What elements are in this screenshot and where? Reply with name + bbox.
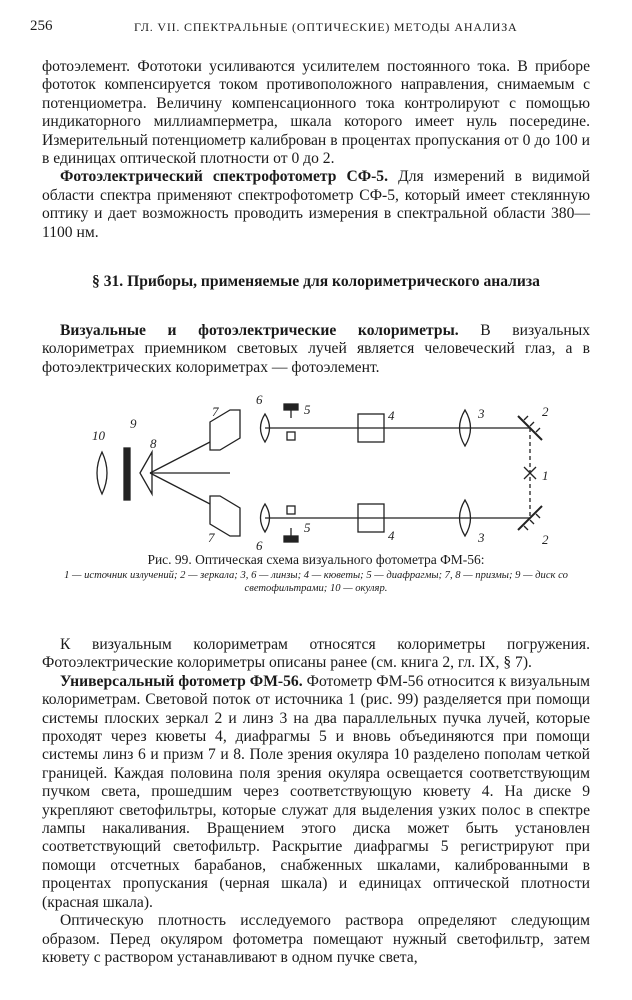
figure-label: 4 xyxy=(388,528,395,543)
text-block-bottom xyxy=(42,636,590,967)
figure-label: 3 xyxy=(478,530,485,545)
paragraph-1: фотоэлемент. Фототоки усиливаются усилителем постоянного тока. В приборе фототок компенсируется током противоположного направления, снимаемым с потенциометра. Величину компенсационного тока контролируют с помощью индикаторного миллиамперметра, шкала которого имеет нуль посередине. Измерительный потенциометр калиброван в процентах пропускания от 0 до 100 и в единицах оптической плотности от 0 до 2. xyxy=(42,58,590,168)
diaphragm-5-lower-aperture xyxy=(287,506,295,514)
page-header xyxy=(30,18,602,38)
converging-ray-lower xyxy=(150,473,210,504)
eyepiece-lens xyxy=(97,452,107,494)
paragraph-5-heading: Универсальный фотометр ФМ-56. xyxy=(60,672,303,690)
prism-7-lower xyxy=(210,496,240,536)
paragraph-5-text: Фотометр ФМ-56 относится к визуальным колориметрам. Световой поток от источника 1 (рис. 99) разделяется при помощи системы плоских зеркал 2 и линз 3 на два параллельных пучка лучей, которые проходят через кюветы 4, диафрагмы 5 и вновь объединяются при помощи системы линз 6 и призм 7 и 8. Поле зрения окуляра 10 разделено пополам четкой границей. Каждая половина поля зрения окуляра освещается соответствующим пучком света, прошедшим через соответствующую кювету 4. На диске 9 укрепляют светофильтры, которые служат для выделения узких полос в спектре лампы накаливания. Вращением этого диска может быть установлен соответствующий светофильтр. Раскрытие диафрагмы 5 регистрируют при помощи отсчетных барабанов, снабженных шкалами, калиброванными в процентах пропускания (черная шкала) и единицах оптической плотности (красная шкала). xyxy=(42,672,591,911)
text-block-top xyxy=(42,58,590,242)
paragraph-2-text: Для измерений в видимой области спектра применяют спектрофотометр СФ-5, который имеет стеклянную оптику и дает возможность проводить измерения в спектральной области 380—1100 нм. xyxy=(42,168,591,241)
figure-label: 2 xyxy=(542,404,549,419)
figure-label: 6 xyxy=(256,392,263,407)
section-title: § 31. Приборы, применяемые для колориметрического анализа xyxy=(92,273,540,290)
figure-label: 10 xyxy=(92,428,105,443)
diaphragm-5-lower xyxy=(284,536,298,542)
paragraph-5 xyxy=(42,673,590,912)
paragraph-3-heading: Визуальные и фотоэлектрические колориметры. xyxy=(60,322,459,339)
paragraph-3-text: В визуальных колориметрах приемником световых лучей является человеческий глаз, а в фотоэлектрических колориметрах — фотоэлемент. xyxy=(42,322,590,376)
paragraph-6: Оптическую плотность исследуемого раствора определяют следующим образом. Перед окуляром фотометра помещают нужный светофильтр, затем кювету с раствором устанавливают в одном пучке света, xyxy=(42,912,590,966)
running-title: ГЛ. VII. СПЕКТРАЛЬНЫЕ (ОПТИЧЕСКИЕ) МЕТОДЫ АНАЛИЗА xyxy=(134,20,518,34)
figure-label: 7 xyxy=(208,530,215,545)
optical-scheme-figure xyxy=(90,392,570,552)
diaphragm-5-upper xyxy=(284,404,298,410)
paragraph-2 xyxy=(42,168,590,242)
page-number: 256 xyxy=(30,18,53,34)
figure-label: 5 xyxy=(304,520,311,535)
paragraph-4: К визуальным колориметрам относятся колориметры погружения. Фотоэлектрические колориметры описаны ранее (см. книга 2, гл. IX, § 7). xyxy=(42,636,590,672)
figure-label: 4 xyxy=(388,408,395,423)
figure-label: 9 xyxy=(130,416,137,431)
figure-label: 7 xyxy=(212,404,219,419)
figure-legend: 1 — источник излучений; 2 — зеркала; 3, 6 — линзы; 4 — кюветы; 5 — диафрагмы; 7, 8 — призмы; 9 — диск со светофильтрами; 10 — окуляр. xyxy=(64,570,568,594)
paragraph-2-heading: Фотоэлектрический спектрофотометр СФ-5. xyxy=(60,168,389,186)
figure-label: 3 xyxy=(478,406,485,421)
figure-label: 5 xyxy=(304,402,311,417)
paragraph-3 xyxy=(42,322,590,377)
filter-disc xyxy=(124,448,130,500)
diaphragm-5-upper-aperture xyxy=(287,432,295,440)
figure-caption: Рис. 99. Оптическая схема визуального фотометра ФМ-56: xyxy=(147,552,485,567)
figure-label: 1 xyxy=(542,468,549,483)
converging-ray-upper xyxy=(150,442,210,473)
figure-label: 8 xyxy=(150,436,157,451)
figure-label: 6 xyxy=(256,538,263,552)
figure-label: 2 xyxy=(542,532,549,547)
